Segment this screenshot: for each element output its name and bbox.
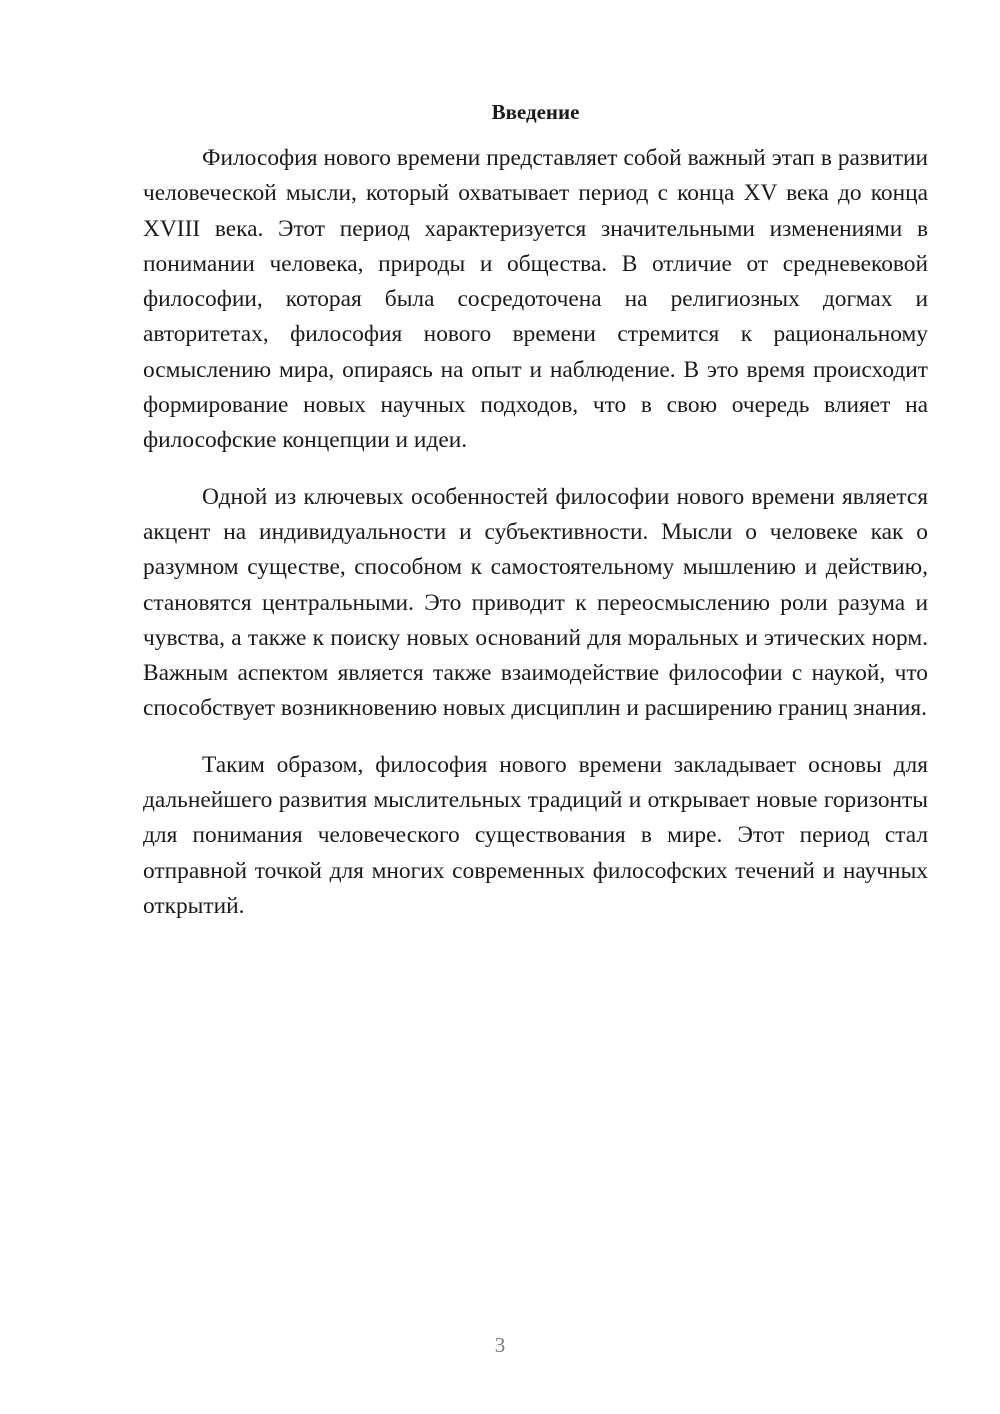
paragraph-3: Таким образом, философия нового времени закладывает основы для дальнейшего развития мыслительных традиций и открывает новые горизонты для понимания человеческого существования в мире. Этот период стал отправной точкой для многих современных философских течений и научных открытий. (143, 751, 928, 919)
paragraph-2: Одной из ключевых особенностей философии нового времени является акцент на индивидуальности и субъективности. Мысли о человеке как о разумном существе, способном к самостоятельному мышлению и действию, становятся центральными. Это приводит к переосмыслению роли разума и чувства, а также к поиску новых оснований для моральных и этических норм. Важным аспектом является также взаимодействие философии с наукой, что способствует возникновению новых дисциплин и расширению границ знания. (143, 483, 928, 722)
paragraph-1: Философия нового времени представляет собой важный этап в развитии человеческой мысли, который охватывает период с конца XV века до конца XVIII века. Этот период характеризуется значительными изменениями в понимании человека, природы и общества. В отличие от средневековой философии, которая была сосредоточена на религиозных догмах и авторитетах, философия нового времени стремится к рациональному осмыслению мира, опираясь на опыт и наблюдение. В это время происходит формирование новых научных подходов, что в свою очередь влияет на философские концепции и идеи. (143, 145, 928, 454)
body-text (143, 141, 928, 945)
section-heading: Введение (491, 100, 580, 124)
page-number: 3 (494, 1333, 506, 1357)
